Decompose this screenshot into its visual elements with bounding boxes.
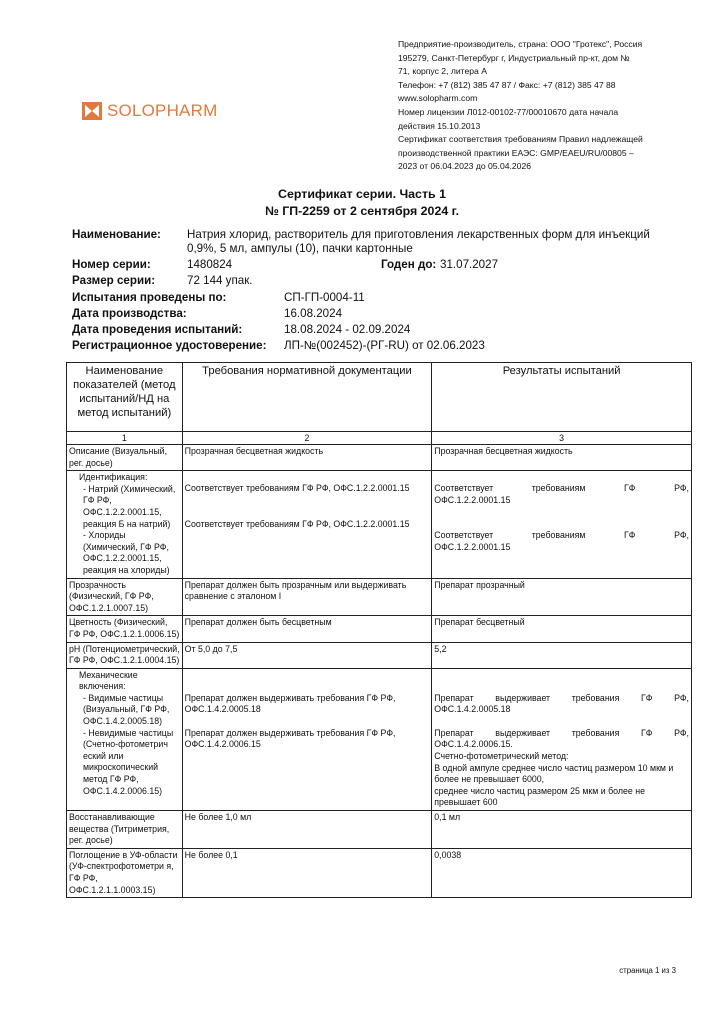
row-requirement: Препарат должен быть прозрачным или выдерживать сравнение с эталоном I (182, 578, 432, 616)
page-number: страница 1 из 3 (619, 966, 676, 975)
row-requirement: Препарат должен быть бесцветным (182, 616, 432, 642)
row-indicator (67, 668, 183, 810)
logo-text: SOLOPHARM (107, 101, 218, 120)
production-date-value: 16.08.2024 (284, 307, 343, 320)
result-word: Соответствует (434, 530, 494, 541)
manufacturer-line: Номер лицензии Л012-00102-77/00010670 дата начала (398, 106, 619, 117)
invisible-particles-requirement: Препарат должен выдерживать требования ГФ РФ, ОФС.1.4.2.0006.15 (184, 727, 396, 750)
name-value-line2: 0,9%, 5 мл, ампулы (10), пачки картонные (187, 242, 413, 255)
result-word: Препарат (434, 692, 474, 703)
row-requirement: От 5,0 до 7,5 (182, 642, 432, 668)
certificate-title: Сертификат серии. Часть 1 (278, 187, 446, 201)
chlorides-requirement: Соответствует требованиям ГФ РФ, ОФС.1.2.2.0001.15 (184, 518, 410, 529)
registration-label: Регистрационное удостоверение: (72, 339, 267, 352)
row-requirement (182, 668, 432, 810)
visible-particles-indicator: - Видимые частицы (Визуальный, ГФ РФ, ОФС.1.4.2.0005.18) (83, 692, 170, 727)
name-label: Наименование: (72, 228, 161, 241)
header-indicator: Наименование показателей (метод испытаний/НД на метод испытаний) (67, 363, 183, 432)
column-number: 3 (432, 432, 692, 445)
table-row (67, 811, 692, 849)
result-word: требованиям (531, 483, 586, 494)
chlorides-indicator: - Хлориды (Химический, ГФ РФ, ОФС.1.2.2.0001.15, реакция на хлориды) (83, 530, 170, 575)
invisible-particles-indicator: - Невидимые частицы (Счетно-фотометрич еский или микроскопический метод ГФ РФ, ОФС.1.4.2.0006.15) (83, 727, 174, 796)
registration-value: ЛП-№(002452)-(РГ-RU) от 02.06.2023 (284, 339, 485, 352)
sodium-result-line2: ОФС.1.2.2.0001.15 (434, 494, 511, 505)
row-indicator: Восстанавливающие вещества (Титриметрия, рег. досье) (67, 811, 183, 849)
header-requirements: Требования нормативной документации (182, 363, 432, 432)
row-requirement (182, 471, 432, 578)
row-indicator: pH (Потенциометрический, ГФ РФ, ОФС.1.2.1.0004.15) (67, 642, 183, 668)
row-result: Прозрачная бесцветная жидкость (432, 445, 692, 471)
row-result (432, 471, 692, 578)
test-date-label: Дата проведения испытаний: (72, 323, 243, 336)
column-number: 1 (67, 432, 183, 445)
table-row (67, 616, 692, 642)
table-row (67, 848, 692, 897)
header-results: Результаты испытаний (432, 363, 692, 432)
chlorides-result-line1 (434, 530, 689, 542)
row-result (432, 668, 692, 810)
result-word: требования (571, 727, 620, 738)
batch-value: 1480824 (187, 258, 233, 271)
result-word: ГФ (624, 483, 636, 494)
invisible-particles-result-line3: Счетно-фотометрический метод: (434, 751, 569, 762)
test-date-value: 18.08.2024 - 02.09.2024 (284, 323, 411, 336)
result-word: РФ, (674, 692, 689, 703)
manufacturer-line: производственной практики ЕАЭС: GMP/EAEU/RU/00805 – (398, 147, 634, 158)
size-label: Размер серии: (72, 274, 156, 287)
tested-value: СП-ГП-0004-11 (284, 291, 365, 304)
table-column-numbers (67, 432, 692, 445)
result-word: выдерживает (495, 692, 551, 703)
table-row (67, 642, 692, 668)
column-number: 2 (182, 432, 432, 445)
identification-title: Идентификация: (79, 472, 148, 483)
row-indicator: Цветность (Физический, ГФ РФ, ОФС.1.2.1.0006.15) (67, 616, 183, 642)
sodium-result-line1 (434, 483, 689, 495)
row-indicator: Поглощение в УФ-области (УФ-спектрофотометри я, ГФ РФ, ОФС.1.2.1.1.0003.15) (67, 848, 183, 897)
result-word: Препарат (434, 727, 474, 738)
result-word: ГФ (640, 727, 653, 738)
row-indicator (67, 471, 183, 578)
result-word: ГФ (640, 692, 653, 703)
visible-particles-result-line2: ОФС.1.4.2.0005.18 (434, 704, 511, 715)
company-logo (82, 101, 217, 121)
result-word: Соответствует (434, 483, 494, 494)
production-date-label: Дата производства: (72, 307, 187, 320)
result-word: РФ, (674, 483, 689, 494)
manufacturer-line: Предприятие-производитель, страна: ООО "Гротекс", Россия (398, 39, 643, 49)
row-indicator: Прозрачность (Физический, ГФ РФ, ОФС.1.2.1.0007.15) (67, 578, 183, 616)
visible-particles-requirement: Препарат должен выдерживать требования ГФ РФ, ОФС.1.4.2.0005.18 (184, 692, 396, 715)
result-word: ГФ (624, 530, 636, 541)
manufacturer-line: действия 15.10.2013 (398, 120, 481, 131)
manufacturer-line: Сертификат соответствия требованиям Правил надлежащей (398, 134, 643, 145)
row-requirement: Не более 0,1 (182, 848, 432, 897)
table-row (67, 471, 692, 578)
invisible-particles-result-line4: В одной ампуле среднее число частиц размером 10 мкм и более не превышает 6000, (434, 762, 674, 785)
size-value: 72 144 упак. (187, 274, 253, 287)
table-header-row (67, 363, 692, 432)
name-value-line1: Натрия хлорид, растворитель для приготовления лекарственных форм для инъекций (187, 228, 650, 241)
invisible-particles-result-line2: ОФС.1.4.2.0006.15. (434, 739, 513, 750)
manufacturer-line: 2023 от 06.04.2023 до 05.04.2026 (398, 161, 532, 172)
row-indicator: Описание (Визуальный, рег. досье) (67, 445, 183, 471)
row-result: 0,1 мл (432, 811, 692, 849)
result-word: РФ, (674, 530, 689, 541)
certificate-number: № ГП-2259 от 2 сентября 2024 г. (264, 204, 460, 218)
table-row (67, 578, 692, 616)
batch-label: Номер серии: (72, 258, 151, 271)
tested-label: Испытания проведены по: (72, 291, 227, 304)
expiry-label: Годен до: (381, 258, 437, 271)
manufacturer-line: Телефон: +7 (812) 385 47 87 / Факс: +7 (812) 385 47 88 (398, 79, 616, 90)
invisible-particles-result-line1 (434, 728, 689, 740)
row-result: Препарат прозрачный (432, 578, 692, 616)
sodium-requirement: Соответствует требованиям ГФ РФ, ОФС.1.2.2.0001.15 (184, 483, 410, 494)
manufacturer-line: 71, корпус 2, литера А (398, 66, 487, 77)
row-result: Препарат бесцветный (432, 616, 692, 642)
solopharm-logo-icon (82, 102, 102, 120)
sodium-indicator: - Натрий (Химический, ГФ РФ, ОФС.1.2.2.0001.15, реакция Б на натрий) (83, 483, 176, 529)
expiry-value: 31.07.2027 (440, 258, 499, 271)
mechanical-title: Механические включения: (79, 669, 138, 692)
row-requirement: Прозрачная бесцветная жидкость (182, 445, 432, 471)
row-requirement: Не более 1,0 мл (182, 811, 432, 849)
results-table (66, 362, 692, 898)
visible-particles-result-line1 (434, 693, 689, 705)
table-row (67, 445, 692, 471)
manufacturer-line: 195279, Санкт-Петербург г, Индустриальный пр-кт, дом № (398, 52, 630, 63)
manufacturer-info (398, 38, 688, 174)
result-word: требования (571, 692, 620, 703)
row-result: 5,2 (432, 642, 692, 668)
chlorides-result-line2: ОФС.1.2.2.0001.15 (434, 541, 511, 552)
result-word: требованиям (531, 530, 586, 541)
table-row (67, 668, 692, 810)
invisible-particles-result-line5: среднее число частиц размером 25 мкм и более не превышает 600 (434, 785, 645, 808)
result-word: выдерживает (495, 727, 551, 738)
manufacturer-line: www.solopharm.com (398, 93, 478, 104)
result-word: РФ, (674, 727, 689, 738)
row-result: 0,0038 (432, 848, 692, 897)
